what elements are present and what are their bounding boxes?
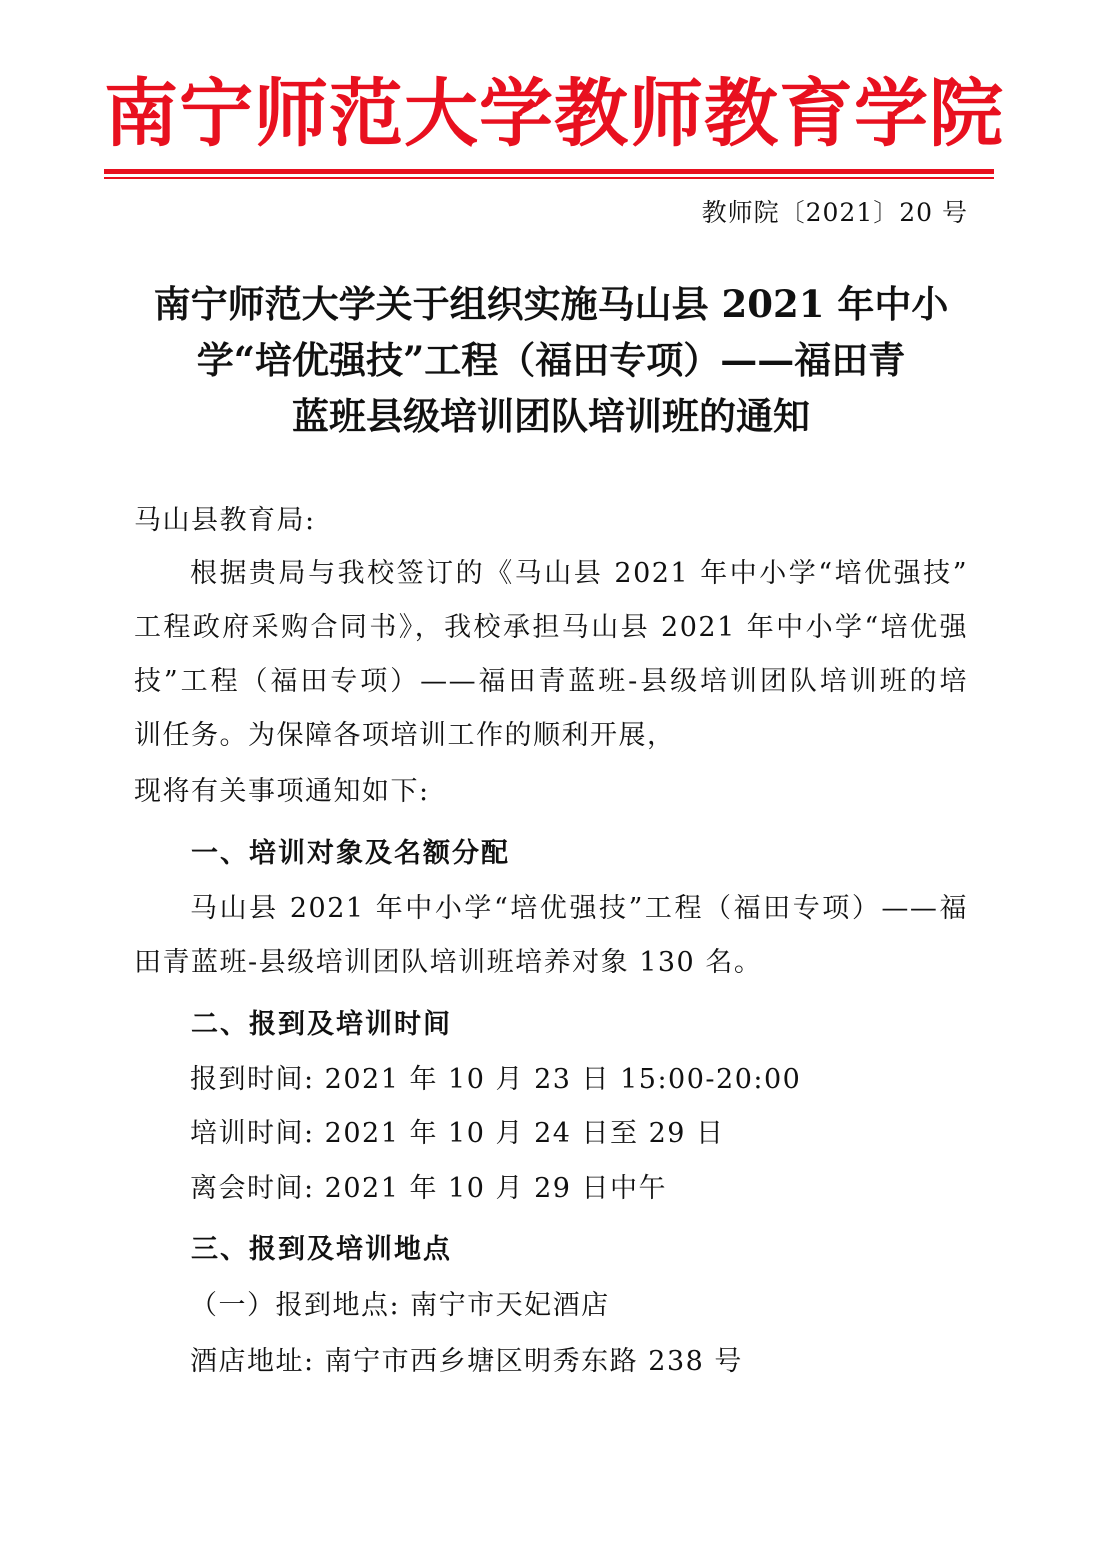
leave-time: 离会时间: 2021 年 10 月 29 日中午 bbox=[190, 1173, 668, 1204]
intro-line-5: 现将有关事项通知如下: bbox=[134, 776, 430, 807]
doc-title-line-3: 蓝班县级培训团队培训班的通知 bbox=[292, 394, 810, 438]
section-3-heading: 三、报到及培训地点 bbox=[191, 1234, 452, 1265]
checkin-place: （一）报到地点: 南宁市天妃酒店 bbox=[190, 1290, 610, 1321]
section-1-heading: 一、培训对象及名额分配 bbox=[191, 838, 510, 869]
doc-title-line-1: 南宁师范大学关于组织实施马山县 2021 年中小 bbox=[153, 282, 949, 326]
section-1-line-1: 马山县 2021 年中小学“培优强技”工程（福田专项）——福 bbox=[190, 893, 968, 924]
intro-line-2: 工程政府采购合同书》，我校承担马山县 2021 年中小学“培优强 bbox=[134, 612, 968, 643]
header-rule-thin bbox=[104, 177, 994, 179]
section-1-line-2: 田青蓝班-县级培训团队培训班培养对象 130 名。 bbox=[134, 947, 763, 978]
doc-title-line-2: 学“培优强技”工程（福田专项）——福田青 bbox=[196, 338, 906, 382]
intro-line-4: 训任务。为保障各项培训工作的顺利开展， bbox=[134, 720, 676, 751]
org-header: 南宁师范大学教师教育学院 bbox=[104, 71, 1004, 157]
intro-line-3: 技”工程（福田专项）——福田青蓝班-县级培训团队培训班的培 bbox=[134, 666, 968, 697]
doc-title bbox=[120, 276, 982, 444]
checkin-time: 报到时间: 2021 年 10 月 23 日 15:00-20:00 bbox=[190, 1064, 802, 1095]
doc-number: 教师院〔2021〕20 号 bbox=[701, 198, 968, 227]
intro-line-1: 根据贵局与我校签订的《马山县 2021 年中小学“培优强技” bbox=[190, 558, 968, 589]
header-rule-thick bbox=[104, 169, 994, 174]
section-2-heading: 二、报到及培训时间 bbox=[191, 1009, 452, 1040]
hotel-address: 酒店地址: 南宁市西乡塘区明秀东路 238 号 bbox=[190, 1346, 743, 1377]
training-time: 培训时间: 2021 年 10 月 24 日至 29 日 bbox=[190, 1118, 725, 1149]
salutation: 马山县教育局: bbox=[134, 505, 316, 536]
